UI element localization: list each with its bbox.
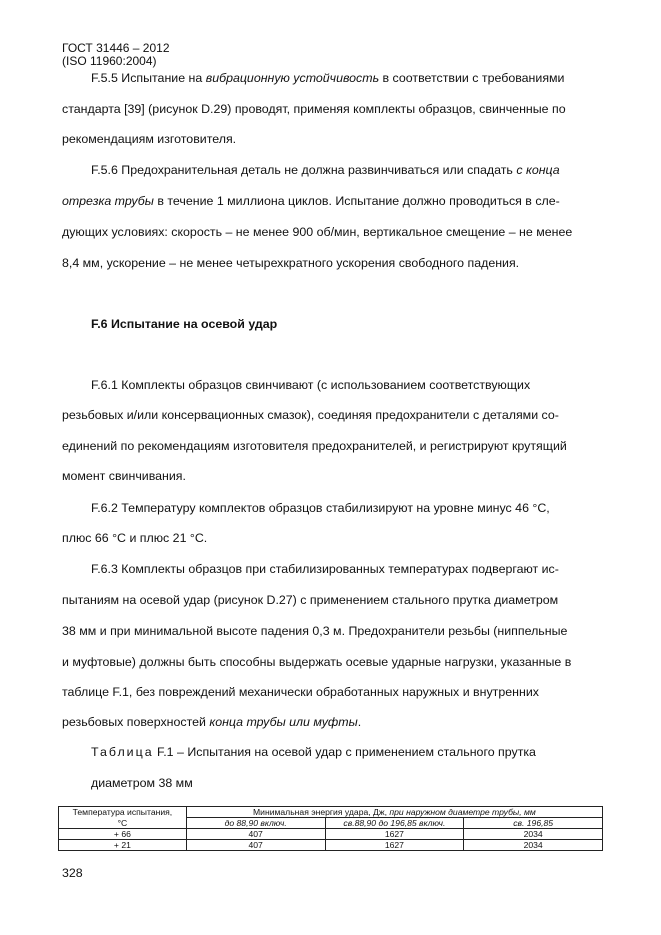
- paragraph-f61-line-3: единений по рекомендациям изготовителя предохранителей, и регистрируют крутящий: [62, 439, 567, 453]
- table-cell-temperature: + 66: [59, 829, 187, 840]
- table-row: [59, 840, 603, 851]
- paragraph-f56-line-3: дующих условиях: скорость – не менее 900 об/мин, вертикальное смещение – не менее: [62, 225, 573, 239]
- table-caption-line-1: Таблица F.1 – Испытания на осевой удар с применением стального прутка: [91, 745, 536, 759]
- paragraph-f63-line-5: таблице F.1, без повреждений механически обработанных наружных и внутренних: [62, 685, 539, 699]
- header-energy: Минимальная энергия удара, Дж, при наружном диаметре трубы, мм: [186, 807, 602, 818]
- subheader-diameter-range: до 88,90 включ.: [186, 818, 325, 829]
- table-header-row: [59, 807, 603, 818]
- subheader-diameter-range: св. 196,85: [464, 818, 603, 829]
- paragraph-f61-line-1: F.6.1 Комплекты образцов свинчивают (с использованием соответствующих: [91, 378, 531, 392]
- paragraph-f56-line-1: F.5.6 Предохранительная деталь не должна развинчиваться или спадать с конца: [91, 163, 560, 177]
- table-row: [59, 829, 603, 840]
- header-temperature-unit: °С: [59, 818, 187, 829]
- table-cell-temperature: + 21: [59, 840, 187, 851]
- iso-reference: (ISO 11960:2004): [62, 54, 157, 68]
- table-cell-energy: 2034: [464, 829, 603, 840]
- paragraph-f61-line-4: момент свинчивания.: [62, 469, 186, 483]
- page-number: 328: [62, 866, 83, 880]
- paragraph-f63-line-4: и муфтовые) должны быть способны выдержать осевые ударные нагрузки, указанные в: [62, 655, 572, 669]
- table-cell-energy: 407: [186, 829, 325, 840]
- paragraph-f61-line-2: резьбовых и/или консервационных смазок), соединяя предохранители с деталями со-: [62, 408, 559, 422]
- paragraph-f55-line-1: F.5.5 Испытание на вибрационную устойчивость в соответствии с требованиями: [91, 71, 565, 85]
- table-cell-energy: 407: [186, 840, 325, 851]
- paragraph-f63-line-3: 38 мм и при минимальной высоте падения 0,3 м. Предохранители резьбы (ниппельные: [62, 624, 568, 638]
- header-temperature: Температура испытания,: [59, 807, 187, 818]
- table-cell-energy: 2034: [464, 840, 603, 851]
- paragraph-f55-line-2: стандарта [39] (рисунок D.29) проводят, применяя комплекты образцов, свинченные по: [62, 102, 566, 116]
- paragraph-f63-line-1: F.6.3 Комплекты образцов при стабилизированных температурах подвергают ис-: [91, 562, 559, 576]
- table-cell-energy: 1627: [325, 840, 464, 851]
- paragraph-f62-line-1: F.6.2 Температуру комплектов образцов стабилизируют на уровне минус 46 °С,: [91, 501, 550, 515]
- section-heading-f6: F.6 Испытание на осевой удар: [91, 317, 278, 331]
- paragraph-f56-line-4: 8,4 мм, ускорение – не менее четырехкратного ускорения свободного падения.: [62, 256, 520, 270]
- paragraph-f63-line-2: пытаниям на осевой удар (рисунок D.27) с применением стального прутка диаметром: [62, 593, 559, 607]
- paragraph-f55-line-3: рекомендациям изготовителя.: [62, 132, 237, 146]
- subheader-diameter-range: св.88,90 до 196,85 включ.: [325, 818, 464, 829]
- paragraph-f56-line-2: отрезка трубы в течение 1 миллиона циклов. Испытание должно проводиться в сле-: [62, 194, 560, 208]
- table-subheader-row: [59, 818, 603, 829]
- table-caption-line-2: диаметром 38 мм: [91, 776, 193, 790]
- standard-number: ГОСТ 31446 – 2012: [62, 41, 170, 55]
- paragraph-f62-line-2: плюс 66 °С и плюс 21 °С.: [62, 531, 208, 545]
- paragraph-f63-line-6: резьбовых поверхностей конца трубы или муфты.: [62, 715, 362, 729]
- table-cell-energy: 1627: [325, 829, 464, 840]
- impact-test-table: [58, 806, 603, 851]
